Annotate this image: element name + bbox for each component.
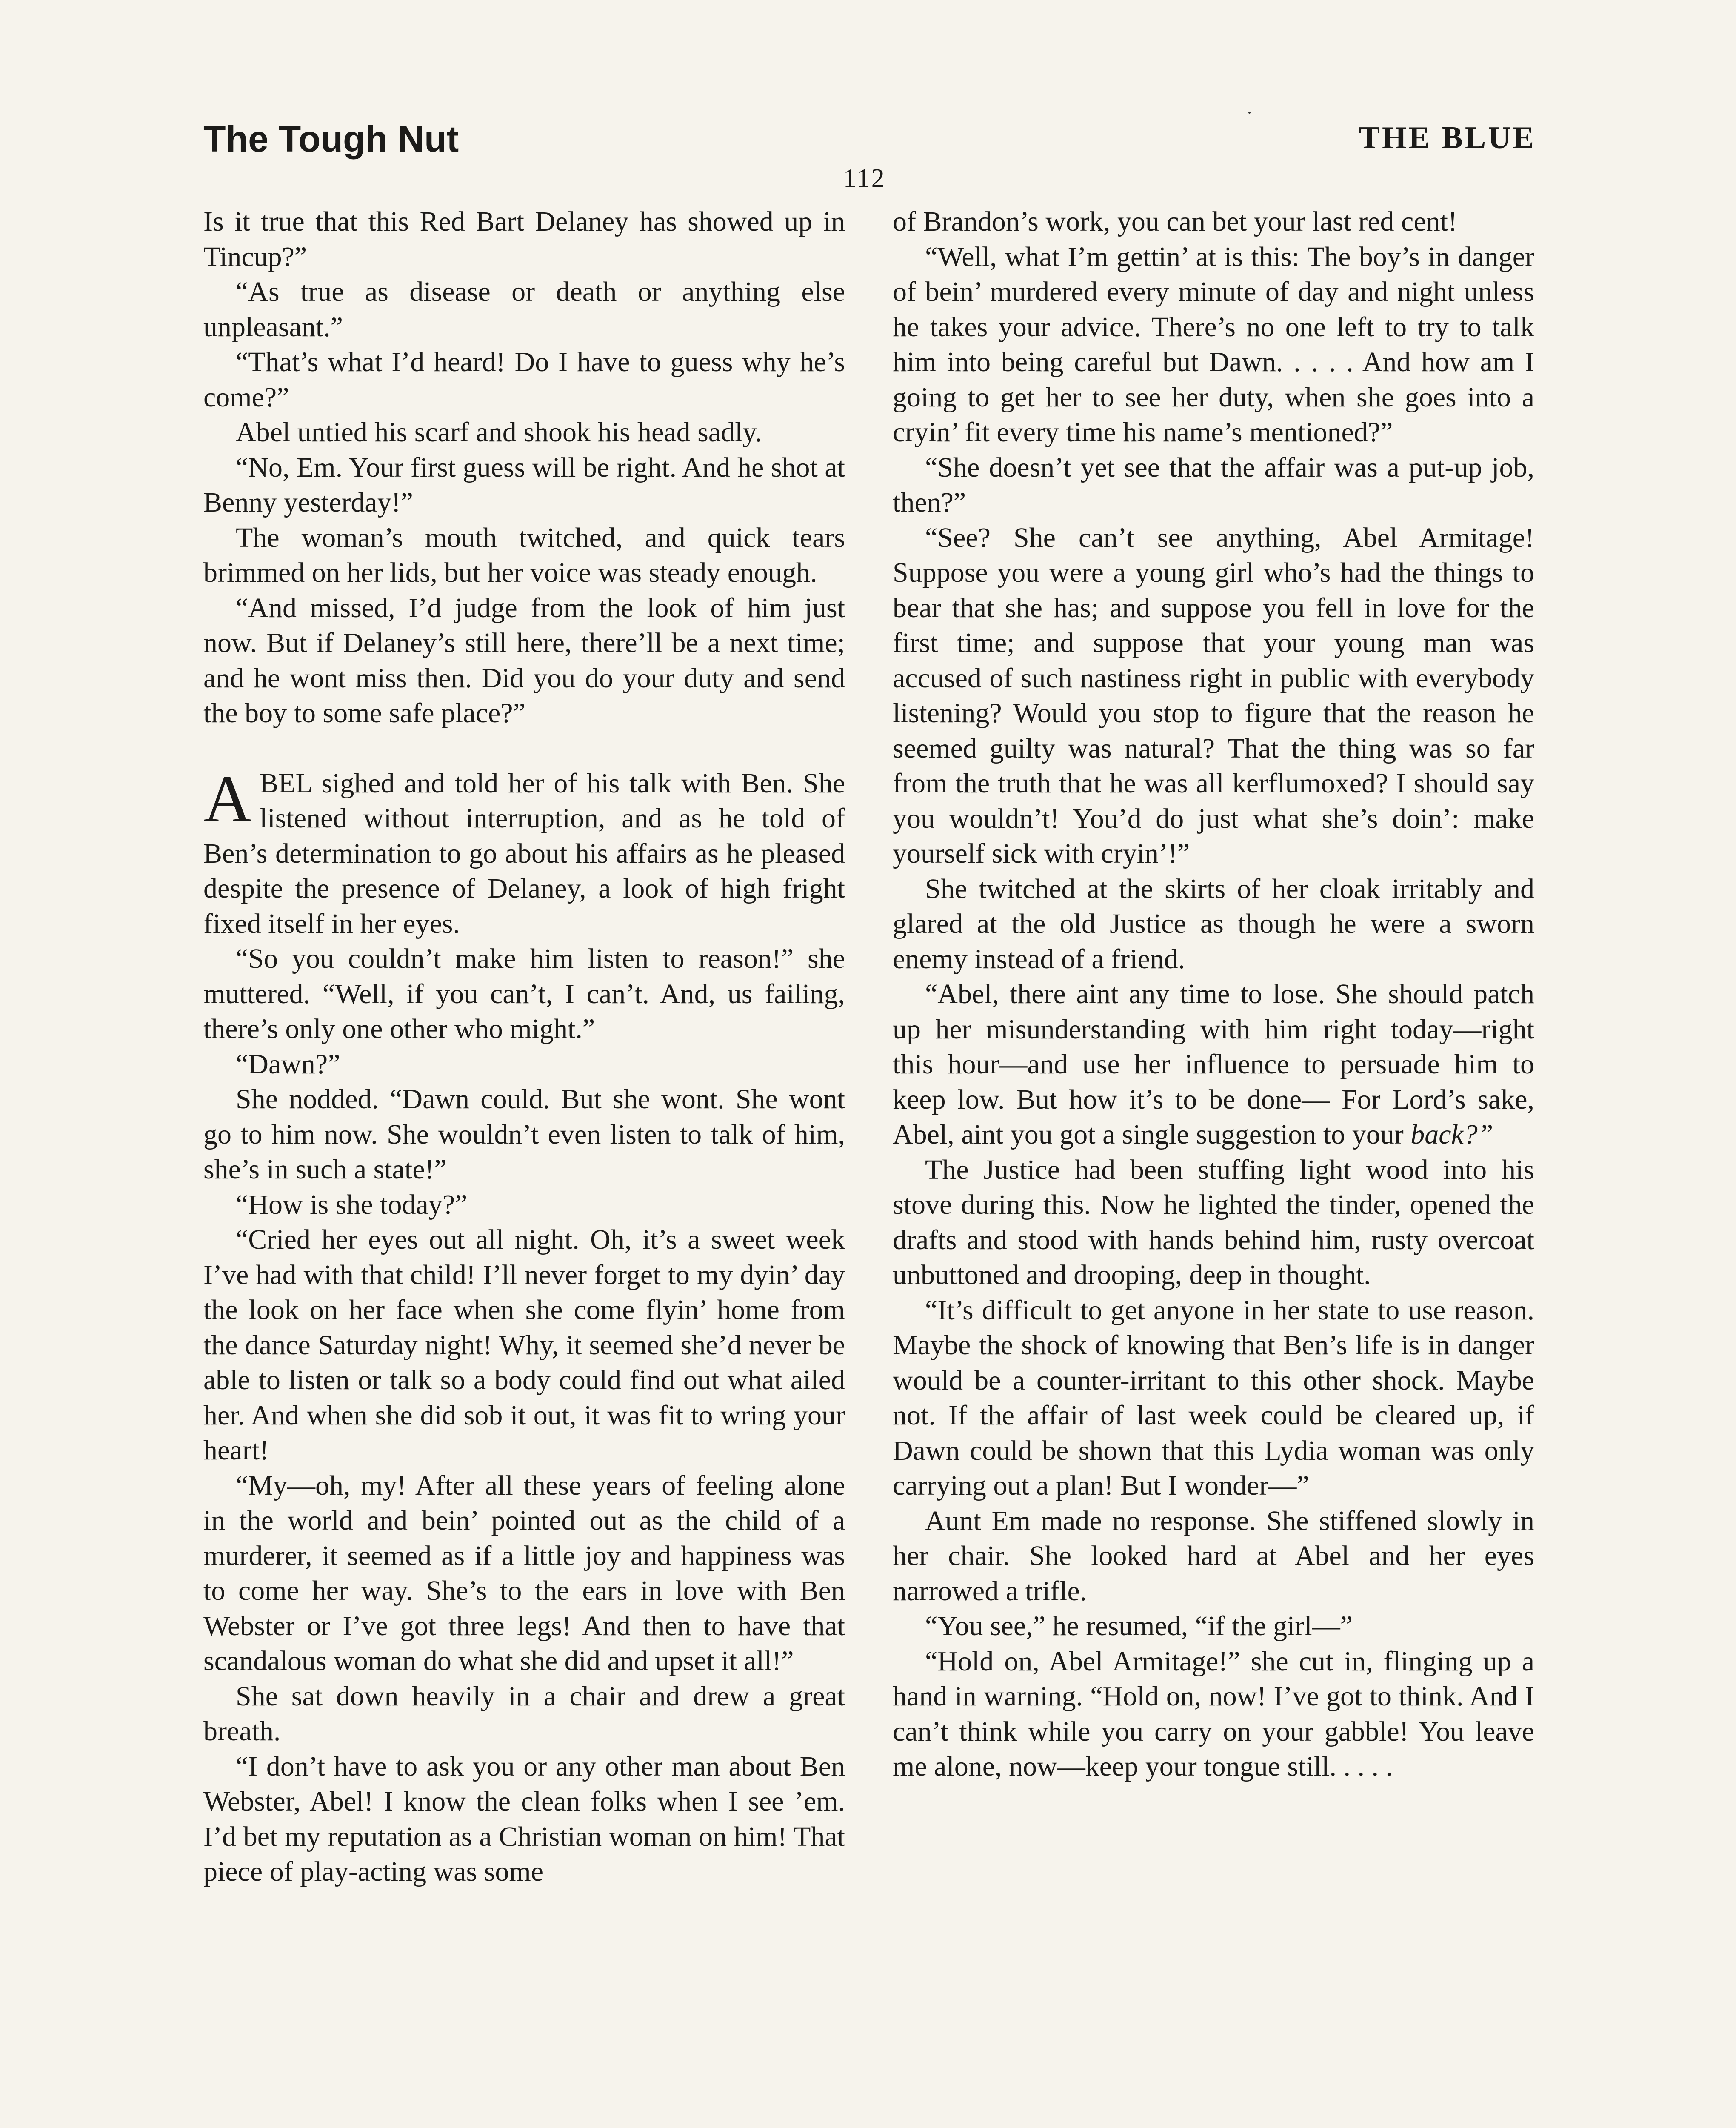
- left-column: [203, 204, 845, 1890]
- paragraph: “She doesn’t yet see that the affair was a put-up job, then?”: [893, 452, 1534, 518]
- paragraph: “See? She can’t see anything, Abel Armitage! Suppose you were a young girl who’s had the things to bear that she has; and suppose you fell in love for the first time; and suppose that your young man was accused of such nastiness right in public with everybody listening? Would you stop to figure that the reason he seemed guilty was natural? That the thing was so far from the truth that he was all kerflumoxed? I should say you wouldn’t! You’d do just what she’s doin’: make yourself sick with cryin’!”: [893, 522, 1534, 869]
- italic-phrase: back?”: [1410, 1119, 1493, 1150]
- paragraph: “So you couldn’t make him listen to reason!” she muttered. “Well, if you can’t, I can’t. And, us failing, there’s only one other who might.”: [203, 943, 845, 1044]
- right-column: [893, 204, 1534, 1785]
- paragraph: “Hold on, Abel Armitage!” she cut in, flinging up a hand in warning. “Hold on, now! I’ve got to think. And I can’t think while you carry on your gabble! You leave me alone, now—keep your tongue still. . . . .: [893, 1645, 1534, 1782]
- paragraph: of Brandon’s work, you can bet your last red cent!: [893, 206, 1457, 237]
- paragraph: “It’s difficult to get anyone in her state to use reason. Maybe the shock of knowing that Ben’s life is in danger would be a counter-irritant to this other shock. Maybe not. If the affair of last week could be cleared up, if Dawn could be shown that this Lydia woman was only carrying out a plan! But I wonder—”: [893, 1294, 1534, 1501]
- paragraph: Aunt Em made no response. She stiffened slowly in her chair. She looked hard at Abel and her eyes narrowed a trifle.: [893, 1505, 1534, 1607]
- drop-cap: A: [203, 761, 252, 836]
- paragraph: “That’s what I’d heard! Do I have to guess why he’s come?”: [203, 346, 845, 413]
- page-number: 112: [843, 164, 886, 193]
- magazine-title: THE BLUE: [1359, 120, 1536, 155]
- paragraph: She twitched at the skirts of her cloak irritably and glared at the old Justice as though he were a sworn enemy instead of a friend.: [893, 873, 1534, 975]
- paragraph: “And missed, I’d judge from the look of him just now. But if Delaney’s still here, there’ll be a next time; and he wont miss then. Did you do your duty and send the boy to some safe place?”: [203, 592, 845, 729]
- paragraph: “I don’t have to ask you or any other man about Ben Webster, Abel! I know the clean folks when I see ’em. I’d bet my reputation as a Christian woman on him! That piece of play-acting was some: [203, 1750, 845, 1887]
- paragraph-text: BEL sighed and told her of his talk with Ben. She listened without interruption, and as he told of Ben’s determination to go about his affairs as he pleased despite the presence of Delaney, a look of high fright fixed itself in her eyes.: [203, 767, 845, 939]
- print-speck: [1248, 112, 1251, 114]
- paragraph: “Cried her eyes out all night. Oh, it’s a sweet week I’ve had with that child! I’ll never forget to my dyin’ day the look on her face when she come flyin’ home from the dance Saturday night! Why, it seemed she’d never be able to listen or talk so a body could find out what ailed her. And when she did sob it out, it was fit to wring your heart!: [203, 1224, 845, 1466]
- paragraph: Is it true that this Red Bart Delaney has showed up in Tincup?”: [203, 206, 845, 272]
- paragraph-text: “Abel, there aint any time to lose. She should patch up her misunderstanding with him right today—right this hour—and use her influence to persuade him to keep low. But how it’s to be done— For Lord’s sake, Abel, aint you got a single suggestion to your: [893, 978, 1534, 1150]
- story-title: The Tough Nut: [203, 119, 459, 160]
- paragraph: [893, 977, 1534, 1153]
- paragraph: “Well, what I’m gettin’ at is this: The boy’s in danger of bein’ murdered every minute of day and night unless he takes your advice. There’s no one left to try to talk him into being careful but Dawn. . . . . And how am I going to get her to see her duty, when she goes into a cryin’ fit every time his name’s mentioned?”: [893, 241, 1534, 448]
- paragraph: The woman’s mouth twitched, and quick tears brimmed on her lids, but her voice was steady enough.: [203, 522, 845, 588]
- paragraph: “You see,” he resumed, “if the girl—”: [925, 1610, 1353, 1642]
- paragraph: Abel untied his scarf and shook his head sadly.: [236, 417, 762, 448]
- paragraph: “As true as disease or death or anything else unpleasant.”: [203, 276, 845, 343]
- paragraph: The Justice had been stuffing light wood into his stove during this. Now he lighted the tinder, opened the drafts and stood with hands behind him, rusty overcoat unbuttoned and drooping, deep in thought.: [893, 1154, 1534, 1290]
- paragraph: “Dawn?”: [236, 1048, 340, 1080]
- paragraph: “How is she today?”: [236, 1189, 468, 1220]
- paragraph: “My—oh, my! After all these years of feeling alone in the world and bein’ pointed out as the child of a murderer, it seemed as if a little joy and happiness was to come her way. She’s to the ears in love with Ben Webster or I’ve got three legs! And then to have that scandalous woman do what she did and upset it all!”: [203, 1470, 845, 1676]
- paragraph: “No, Em. Your first guess will be right. And he shot at Benny yesterday!”: [203, 452, 845, 518]
- section-start-paragraph: [203, 761, 845, 942]
- paragraph: She nodded. “Dawn could. But she wont. She wont go to him now. She wouldn’t even listen to talk of him, she’s in such a state!”: [203, 1084, 845, 1185]
- paragraph: She sat down heavily in a chair and drew a great breath.: [203, 1680, 845, 1747]
